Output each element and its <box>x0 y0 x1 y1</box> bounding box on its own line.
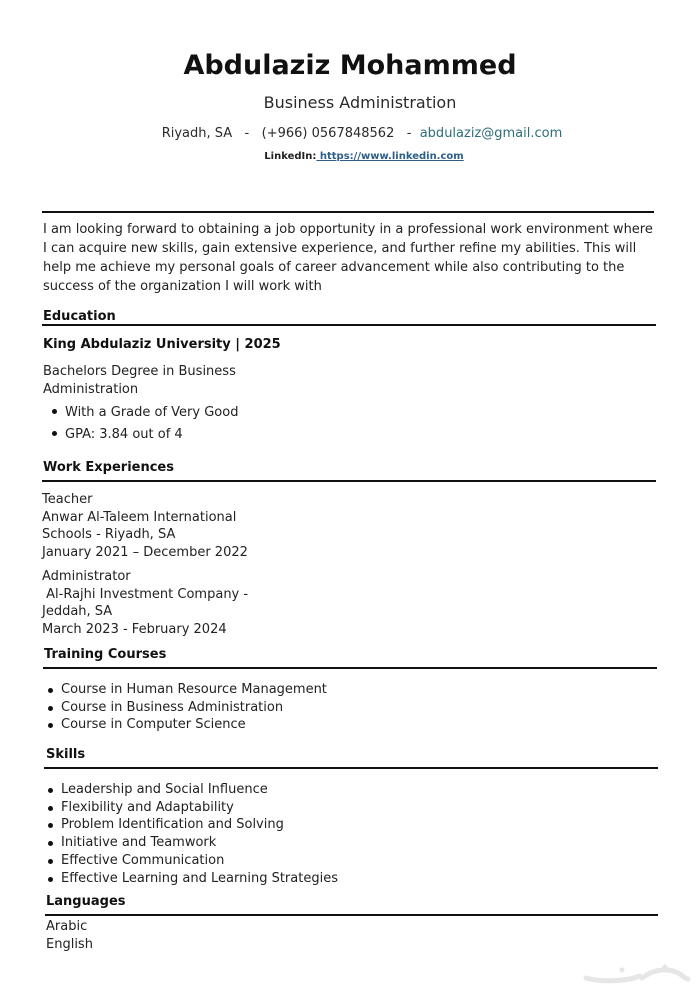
education-divider <box>42 324 656 326</box>
job-2-company-line-1: Al-Rajhi Investment Company - <box>42 587 249 602</box>
job-1-company-line-1: Anwar Al-Taleem International <box>42 510 237 525</box>
linkedin-link[interactable]: https://www.linkedin.com <box>316 151 464 162</box>
job-1-dates: January 2021 – December 2022 <box>42 545 248 560</box>
linkedin-label: LinkedIn: <box>264 151 317 162</box>
list-item: Effective Learning and Learning Strategies <box>46 870 338 888</box>
languages-heading: Languages <box>46 894 126 909</box>
list-item: Problem Identification and Solving <box>46 816 338 834</box>
education-heading: Education <box>43 309 116 324</box>
list-item: Course in Business Administration <box>46 699 327 717</box>
job-2-role: Administrator <box>42 569 131 584</box>
training-divider <box>43 667 657 669</box>
skills-heading: Skills <box>46 747 86 762</box>
degree-line-1: Bachelors Degree in Business <box>43 364 236 379</box>
language-item-arabic: Arabic <box>46 919 88 934</box>
language-item-english: English <box>46 937 93 952</box>
linkedin-line <box>0 151 700 162</box>
email-link[interactable]: abdulaziz@gmail.com <box>419 126 563 141</box>
candidate-title: Business Administration <box>263 93 457 112</box>
education-details-list <box>50 402 238 446</box>
job-2-dates: March 2023 - February 2024 <box>42 622 227 637</box>
contact-line: Riyadh, SA - (+966) 0567848562 - abdulaziz@gmail.com <box>161 126 563 141</box>
skills-divider <box>44 767 658 769</box>
list-item: Initiative and Teamwork <box>46 834 338 852</box>
degree-line-2: Administration <box>43 382 139 397</box>
summary-paragraph: I am looking forward to obtaining a job opportunity in a professional work environment where I can acquire new skills, gain extensive experience, and further refine my abilities. This will help me achieve my personal goals of career advancement while also contributing to the success of the organization I will work with <box>43 222 653 294</box>
training-heading: Training Courses <box>44 647 167 662</box>
list-item: Course in Human Resource Management <box>46 681 327 699</box>
school-name: King Abdulaziz University | 2025 <box>43 337 281 352</box>
watermark-logo <box>580 962 692 986</box>
list-item: With a Grade of Very Good <box>50 402 238 424</box>
candidate-name: Abdulaziz Mohammed <box>183 50 517 81</box>
list-item: Flexibility and Adaptability <box>46 799 338 817</box>
job-1-role: Teacher <box>42 492 93 507</box>
work-divider <box>42 480 656 482</box>
phone-text: (+966) 0567848562 <box>261 126 395 141</box>
list-item: GPA: 3.84 out of 4 <box>50 424 238 446</box>
location-text: Riyadh, SA <box>161 126 233 141</box>
skills-list <box>46 781 338 887</box>
list-item: Effective Communication <box>46 852 338 870</box>
work-heading: Work Experiences <box>43 460 174 475</box>
languages-divider <box>45 914 658 916</box>
list-item: Leadership and Social Influence <box>46 781 338 799</box>
job-2-company-line-2: Jeddah, SA <box>42 604 113 619</box>
list-item: Course in Computer Science <box>46 716 327 734</box>
job-1-company-line-2: Schools - Riyadh, SA <box>42 527 176 542</box>
summary-divider <box>42 211 654 213</box>
training-list <box>46 681 327 734</box>
